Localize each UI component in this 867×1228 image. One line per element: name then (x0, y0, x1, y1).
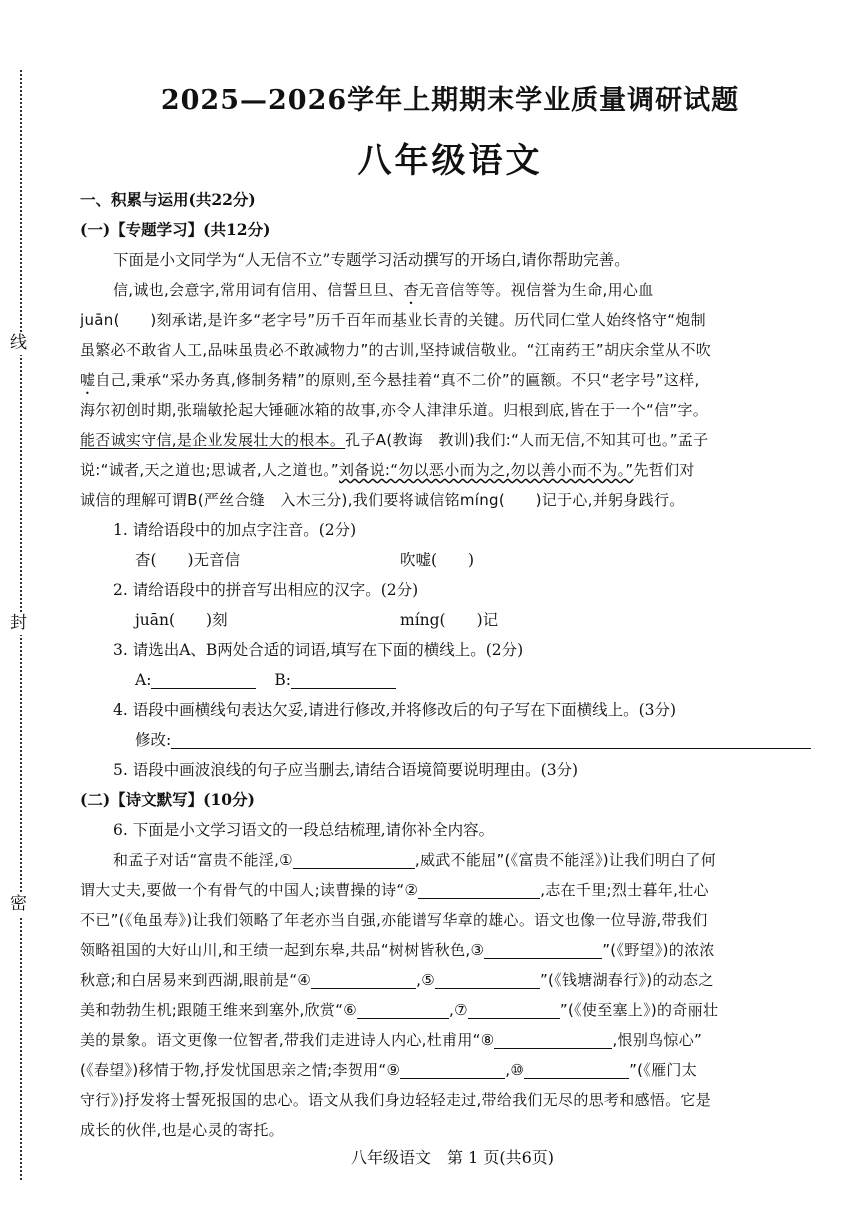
question-3: 3. 请选出A、B两处合适的词语,填写在下面的横线上。(2分) (113, 641, 524, 659)
blank-6[interactable] (357, 1000, 449, 1019)
blank-8[interactable] (494, 1030, 612, 1049)
passage-line: (《春望》)移情于物,抒发忧国思亲之情;李贺用“⑨ ,⑩ ”(《雁门太 (80, 1061, 698, 1079)
question-4: 4. 语段中画横线句表达欠妥,请进行修改,并将修改后的句子写在下面横线上。(3分) (113, 701, 677, 719)
exam-title: 2025—2026学年上期期末学业质量调研试题 (160, 85, 740, 116)
underlined-sentence: 能否诚实守信,是企业发展壮大的根本。 (80, 431, 346, 449)
passage-line: 虽繁必不敢省人工,品味虽贵必不敢减物力”的古训,坚持诚信敬业。“江南药王”胡庆余堂从不吹 (80, 341, 712, 359)
recitation-passage (80, 845, 825, 1145)
blank-4[interactable] (311, 970, 416, 989)
passage-line: 不已”(《龟虽寿》)让我们领略了年老亦当自强,亦能谱写华章的雄心。语文也像一位导游,带我们 (80, 911, 708, 929)
reading-passage (80, 275, 825, 515)
q3-blank-a[interactable] (151, 670, 256, 689)
blank-1[interactable] (293, 850, 415, 869)
q1-answers (80, 545, 825, 575)
blank-3[interactable] (484, 940, 602, 959)
q2-answers (80, 605, 825, 635)
part1-intro: 下面是小文同学为“人无信不立”专题学习活动撰写的开场白,请你帮助完善。 (113, 251, 630, 269)
margin-char-xian: 线 (10, 333, 27, 353)
passage-line: 和孟子对话“富贵不能淫,① ,威武不能屈”(《富贵不能淫》)让我们明白了何 (113, 851, 717, 869)
section-heading: 一、积累与运用(共22分) (80, 190, 256, 209)
passage-line: 信,诚也,会意字,常用词有信用、信誓旦旦、杳无音信等等。视信誉为生命,用心血 (113, 281, 654, 299)
question-5: 5. 语段中画波浪线的句子应当删去,请结合语境简要说明理由。(3分) (113, 761, 579, 779)
q3-answers (80, 665, 825, 695)
passage-line: 诚信的理解可谓B(严丝合缝 入木三分),我们要将诚信铭míng( )记于心,并躬身践行。 (80, 491, 685, 509)
blank-9[interactable] (400, 1060, 505, 1079)
q3-label-b: B: (274, 671, 292, 689)
passage-line: juān( )刻承诺,是许多“老字号”历千百年而基业长青的关键。历代同仁堂人始终恪守“炮制 (80, 311, 706, 329)
margin-char-mi: 密 (10, 894, 27, 914)
q1-answer-1[interactable]: 杳( )无音信 (135, 551, 241, 569)
question-6: 6. 下面是小文学习语文的一段总结梳理,请你补全内容。 (113, 821, 495, 839)
passage-line: 海尔初创时期,张瑞敏抡起大锤砸冰箱的故事,亦令人津津乐道。归根到底,皆在于一个“信”字。 (80, 401, 709, 419)
blank-7[interactable] (468, 1000, 560, 1019)
wavy-underlined-sentence: 刘备说:“勿以恶小而为之,勿以善小而不为。” (339, 461, 634, 479)
q2-answer-1[interactable]: juān( )刻 (135, 611, 228, 629)
passage-line: 成长的伙伴,也是心灵的寄托。 (80, 1121, 284, 1139)
part2-heading: (二)【诗文默写】(10分) (80, 790, 255, 809)
q4-answer-blank[interactable] (171, 730, 811, 749)
blank-2[interactable] (418, 880, 540, 899)
blank-5[interactable] (435, 970, 540, 989)
exam-subject-title: 八年级语文 (357, 141, 543, 181)
dotted-char: 嘘 (80, 371, 96, 389)
q3-blank-b[interactable] (291, 670, 396, 689)
q4-answer (80, 725, 825, 755)
passage-line: 美的景象。语文更像一位智者,带我们走进诗人内心,杜甫用“⑧ ,恨别鸟惊心” (80, 1031, 703, 1049)
passage-line: 嘘自己,秉承“采办务真,修制务精”的原则,至今悬挂着“真不二价”的匾额。不只“老字号”这样, (80, 371, 700, 389)
passage-line: 说:“诚者,天之道也;思诚者,人之道也。”刘备说:“勿以恶小而为之,勿以善小而不为。”先哲们对 (80, 461, 695, 479)
question-1: 1. 请给语段中的加点字注音。(2分) (113, 521, 357, 539)
passage-line: 领略祖国的大好山川,和王绩一起到东皋,共品“树树皆秋色,③ ”(《野望》)的浓浓 (80, 941, 715, 959)
part1-heading: (一)【专题学习】(共12分) (80, 220, 271, 239)
exam-content (80, 185, 825, 1145)
margin-char-feng: 封 (10, 613, 27, 633)
q2-answer-2[interactable]: míng( )记 (400, 611, 499, 629)
passage-line: 美和勃勃生机;跟随王维来到塞外,欣赏“⑥ ,⑦ ”(《使至塞上》)的奇丽壮 (80, 1001, 719, 1019)
q1-answer-2[interactable]: 吹嘘( ) (400, 551, 475, 569)
question-2: 2. 请给语段中的拼音写出相应的汉字。(2分) (113, 581, 419, 599)
page-footer: 八年级语文 第 1 页(共6页) (350, 1148, 555, 1167)
dotted-char: 杳 (403, 281, 419, 299)
blank-10[interactable] (524, 1060, 629, 1079)
passage-line: 守行》)抒发将士誓死报国的忠心。语文从我们身边轻轻走过,带给我们无尽的思考和感悟。它是 (80, 1091, 712, 1109)
passage-line: 秋意;和白居易来到西湖,眼前是“④ ,⑤ ”(《钱塘湖春行》)的动态之 (80, 971, 714, 989)
passage-line: 谓大丈夫,要做一个有骨气的中国人;读曹操的诗“② ,志在千里;烈士暮年,壮心 (80, 881, 709, 899)
q4-label: 修改: (135, 731, 172, 749)
passage-line: 能否诚实守信,是企业发展壮大的根本。孔子A(教诲 教训)我们:“人而无信,不知其可也。”孟子 (80, 431, 709, 449)
q3-label-a: A: (135, 671, 152, 689)
